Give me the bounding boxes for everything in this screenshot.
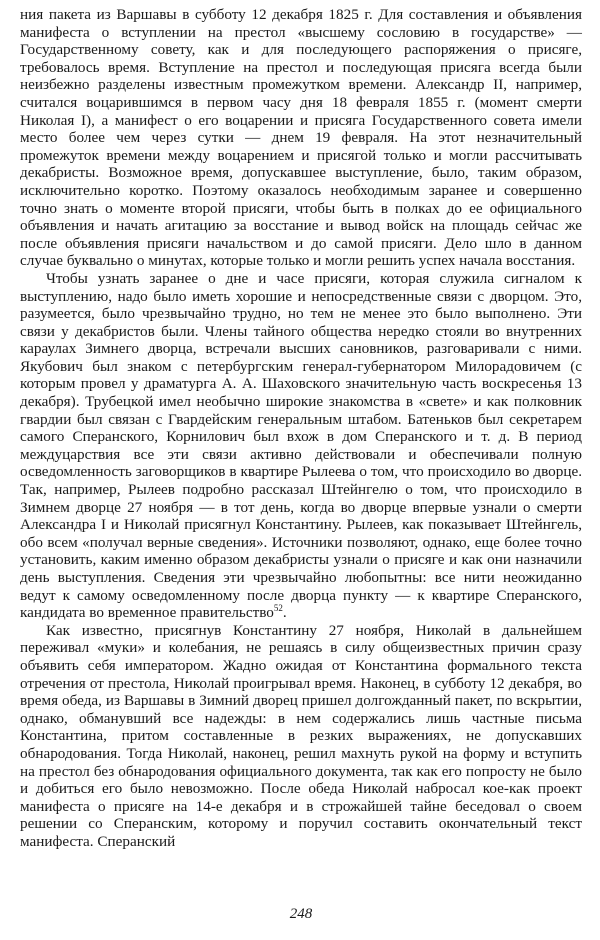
page-number: 248 <box>289 906 313 922</box>
paragraph-2-end: . <box>282 604 287 622</box>
paragraph-2 <box>20 270 582 622</box>
paragraph-3: Как известно, присягнув Константину 27 ноября, Николай в дальнейшем переживал «муки» и колебания, не решаясь в силу общеизвестных причин сразу объявить себя императором. Жадно ожидая от Константина формального текста отречения от престола, Николай проигрывал время. Наконец, в субботу 12 декабря, во время обеда, из Варшавы в Зимний дворец пришел долгожданный пакет, по вскрытии, однако, обманувший все надежды: в нем содержались лишь частные письма Константина, притом составленные в резких выражениях, не допускавших обнародования. Тогда Николай, наконец, решил махнуть рукой на форму и вступить на престол без обнародования официального документа, так как его попросту не было и добиться его было невозможно. После обеда Николай набросал кое-как проект манифеста о присяге на 14-е декабря и в строжайшей тайне беседовал о своем решении со Сперанским, которому и поручил составить окончательный текст манифеста. Сперанский <box>20 621 582 850</box>
footnote-reference[interactable]: 52 <box>273 603 283 614</box>
paragraph-1: ния пакета из Варшавы в субботу 12 декабря 1825 г. Для составления и объявления манифеста о вступлении на престол «высшему сословию в государстве» — Государственному совету, как и для последующего распоряжения о присяге, требовалось время. Вступление на престол и последующая присяга всегда были неизбежно разделены известным промежутком времени. Александр II, например, считался воцарившимся в первом часу дня 18 февраля 1855 г. (момент смерти Николая I), а манифест о его воцарении и присяга Государственного совета имели место более чем через сутки — днем 19 февраля. На этот незначительный промежуток времени между воцарением и присягой только и могли рассчитывать декабристы. Возможное время, допускавшее выступление, было, таким образом, исключительно коротко. Поэтому оказалось необходимым заранее и совершенно точно знать о моменте второй присяги, чтобы быть в полках до ее официального объявления и начать агитацию за восстание и вывод войск на площадь сейчас же после объявления присяги начальством и до самой присяги. Дело шло в данном случае буквально о минутах, которые только и могли решить успех начала восстания. <box>20 6 582 270</box>
paragraph-2-text: Чтобы узнать заранее о дне и часе присяги, которая служила сигналом к выступлению, надо было иметь хорошие и непосредственные связи с дворцом. Это, разумеется, было чрезвычайно трудно, но тем не менее это было выполнено. Эти связи у декабристов были. Члены тайного общества нередко стояли во внутренних караулах Зимнего дворца, встречали высших сановников, разговаривали с ними. Якубович был знаком с петербургским генерал-губернатором Милорадовичем (с которым провел у драматурга А. А. Шаховского значительную часть воскресенья 13 декабря). Трубецкой имел необычно широкие знакомства в «свете» и как полковник гвардии был связан с Гвардейским генеральным штабом. Батеньков был секретарем самого Сперанского, Корнилович был вхож в дом Сперанского и т. д. В период междуцарствия все эти связи активно действовали и обеспечивали полную осведомленность заговорщиков в квартире Рылеева о том, что происходило во дворце. Так, например, Рылеев подробно рассказал Штейнгелю о том, что происходило в Зимнем дворце 27 ноября — в тот день, когда во дворце впервые узнали о смерти Александра I и Николай присягнул Константину. Рылеев, как показывает Штейнгель, обо всем «получал верные сведения». Источники позволяют, однако, еще более точно установить, каким именно образом декабристы узнали о присяге и как они назначили день выступления. Сведения эти чрезвычайно любопытны: все нити неожиданно ведут к самому осведомленному после дворца пункту — к квартире Сперанского, кандидата во временное правительство <box>20 269 582 622</box>
book-page <box>20 6 582 932</box>
